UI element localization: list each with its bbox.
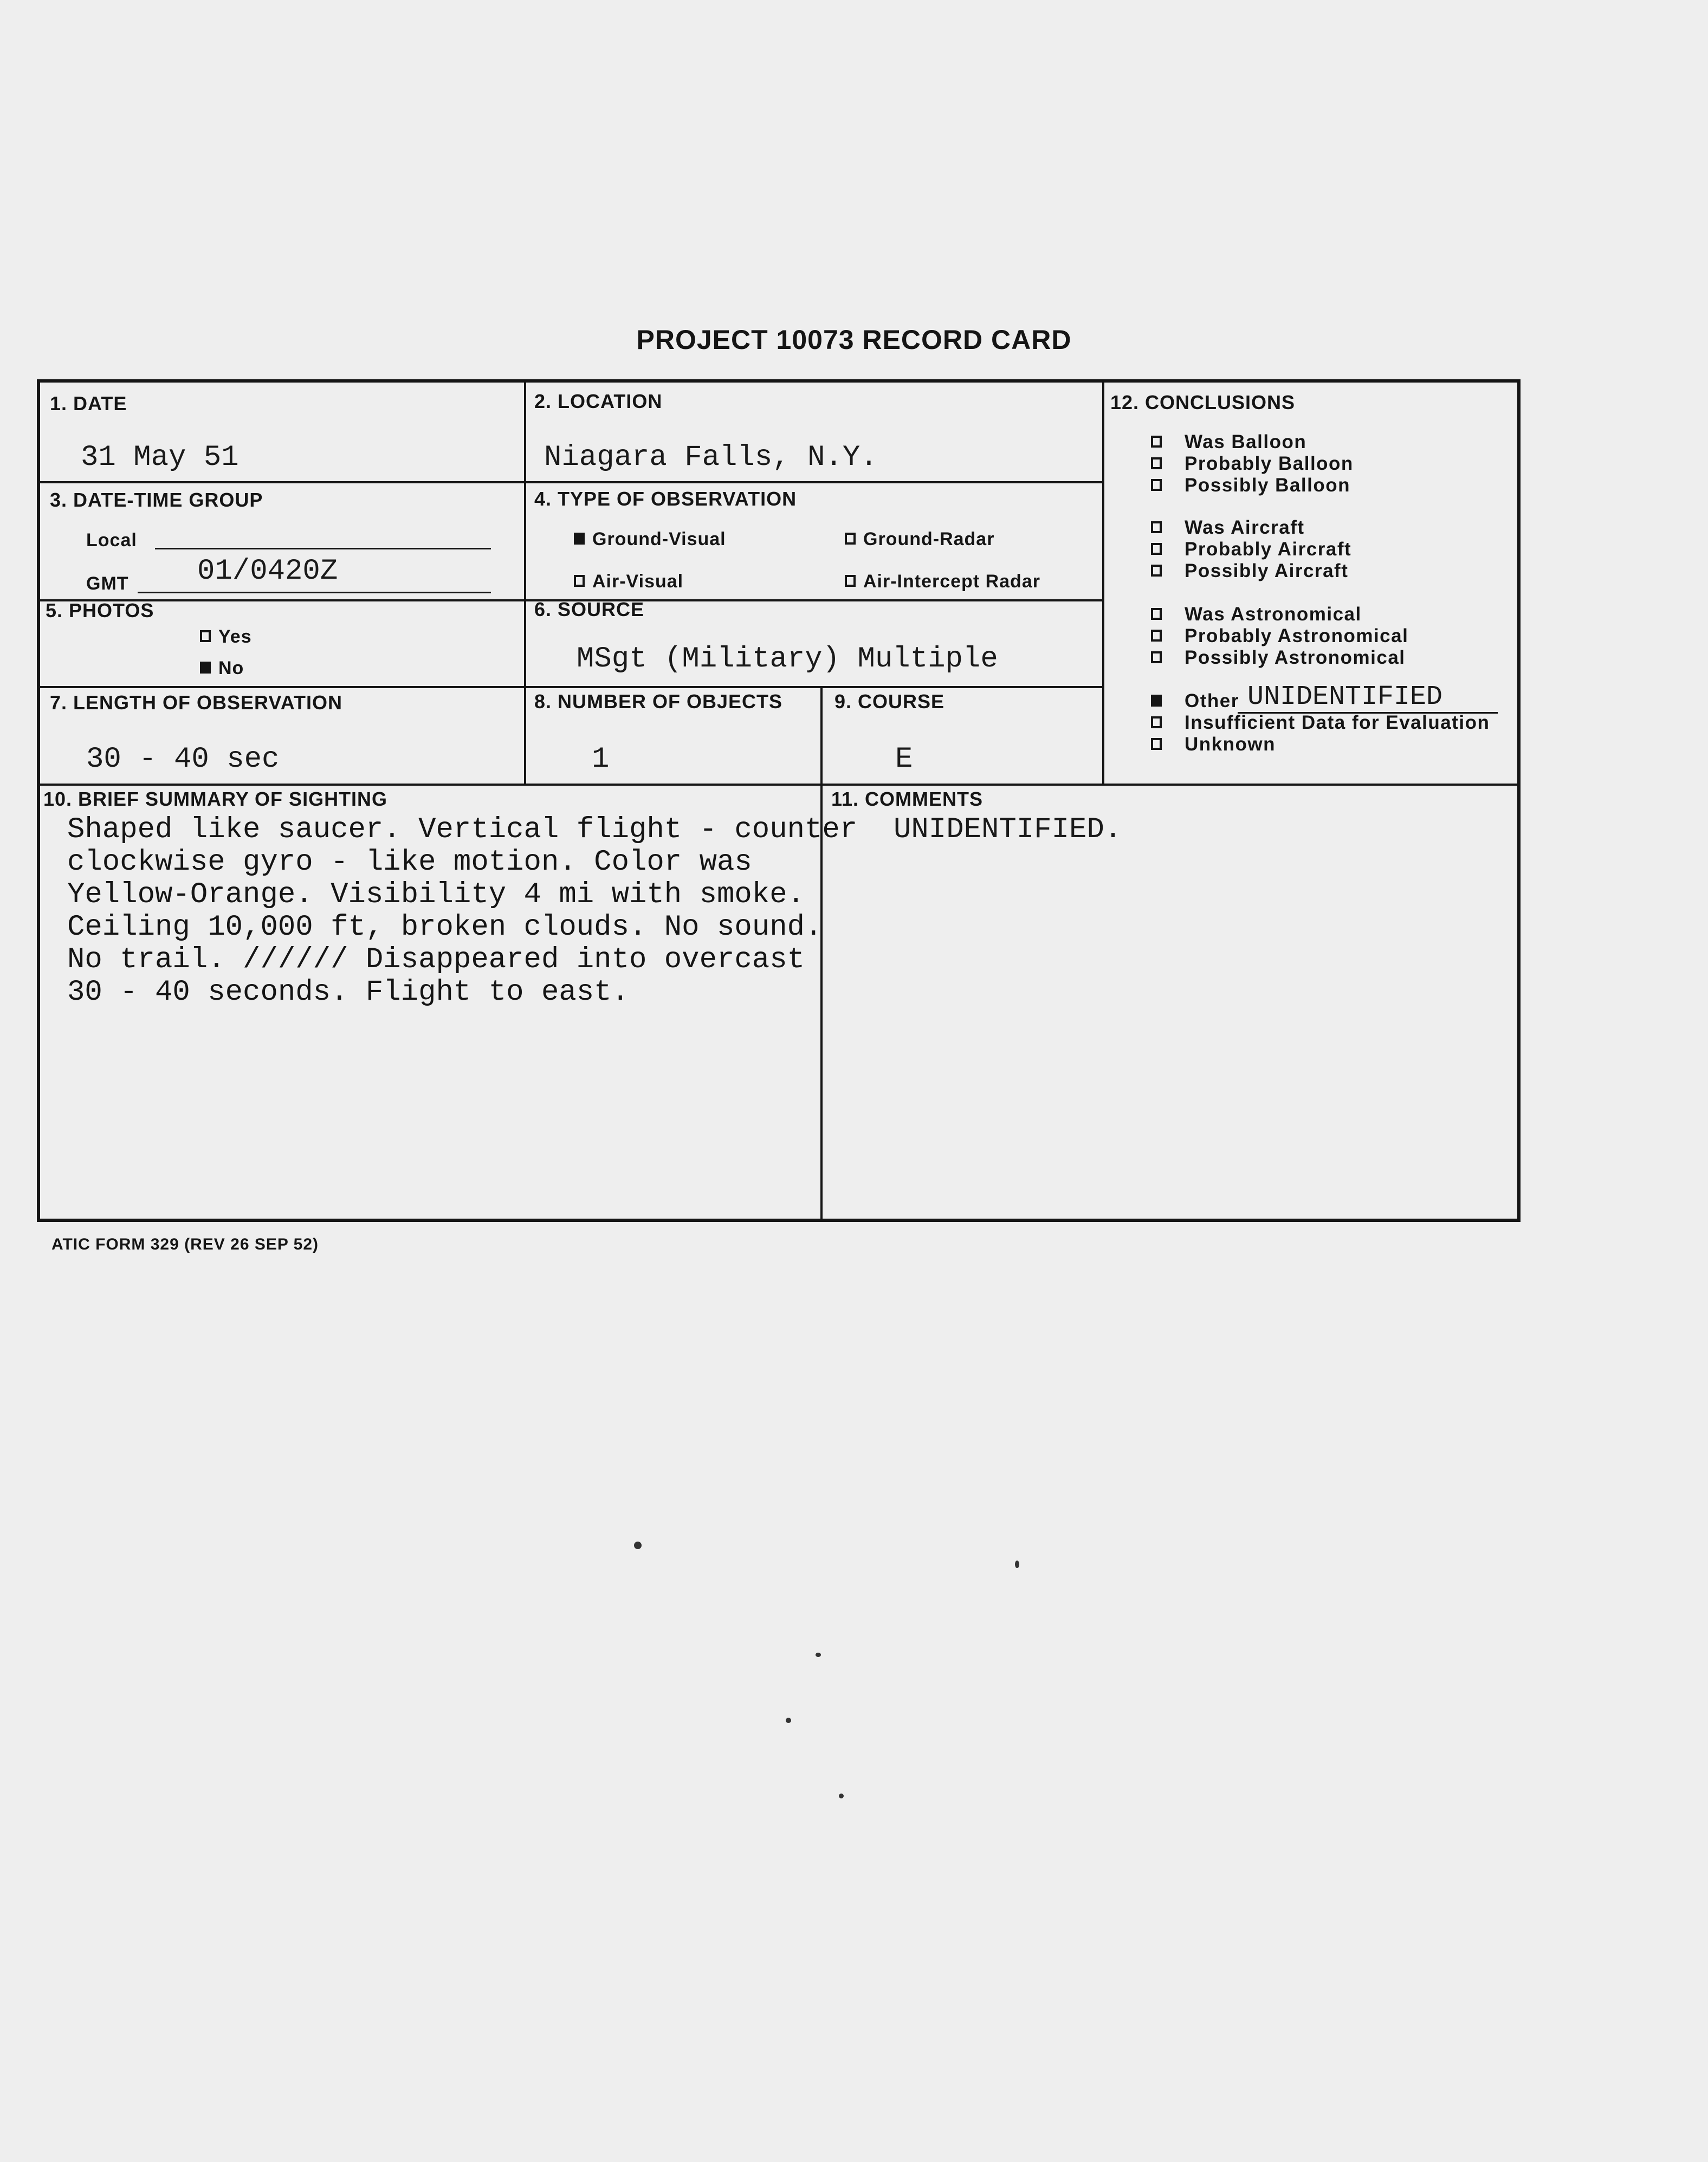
checkbox	[1151, 716, 1162, 728]
conclusion-other: Other	[1151, 690, 1239, 712]
source-value: MSgt (Military) Multiple	[577, 643, 998, 676]
option-ground-visual: Ground-Visual	[574, 529, 726, 550]
conclusion-probably-aircraft: Probably Aircraft	[1151, 539, 1351, 560]
checkbox	[1151, 695, 1162, 707]
divider	[820, 686, 823, 1219]
date-label: 1. DATE	[50, 392, 127, 415]
date-value: 31 May 51	[81, 441, 239, 474]
speck	[786, 1718, 791, 1723]
conclusion-was-balloon: Was Balloon	[1151, 431, 1306, 453]
photos-label: 5. PHOTOS	[46, 599, 154, 622]
conclusion-probably-balloon: Probably Balloon	[1151, 453, 1354, 475]
checkbox	[1151, 565, 1162, 577]
num-objects-label: 8. NUMBER OF OBJECTS	[534, 690, 783, 713]
conclusion-possibly-balloon: Possibly Balloon	[1151, 475, 1350, 496]
checkbox	[1151, 651, 1162, 663]
conclusion-possibly-aircraft: Possibly Aircraft	[1151, 560, 1348, 582]
speck	[1015, 1561, 1019, 1568]
gmt-field-line	[138, 592, 491, 593]
checkbox-photos-no	[200, 662, 211, 674]
option-photos-no: No	[200, 658, 244, 679]
speck	[839, 1794, 844, 1798]
record-card	[37, 379, 1521, 1222]
location-label: 2. LOCATION	[534, 390, 663, 412]
checkbox	[1151, 457, 1162, 469]
length-label: 7. LENGTH OF OBSERVATION	[50, 691, 343, 714]
checkbox	[1151, 608, 1162, 620]
conclusion-insufficient-data: Insufficient Data for Evaluation	[1151, 712, 1490, 734]
comments-value: UNIDENTIFIED.	[894, 813, 1122, 846]
summary-line: Shaped like saucer. Vertical flight - counter	[67, 813, 858, 846]
divider	[524, 383, 526, 784]
summary-line: No trail. ////// Disappeared into overcast	[67, 943, 805, 976]
summary-label: 10. BRIEF SUMMARY OF SIGHTING	[43, 788, 388, 810]
conclusion-possibly-astronomical: Possibly Astronomical	[1151, 647, 1406, 669]
checkbox-ground-radar	[845, 533, 856, 545]
gmt-value: 01/0420Z	[197, 555, 338, 588]
course-value: E	[895, 743, 913, 776]
course-label: 9. COURSE	[834, 690, 945, 713]
other-value: UNIDENTIFIED	[1247, 682, 1443, 713]
conclusion-was-aircraft: Was Aircraft	[1151, 517, 1305, 539]
divider	[40, 784, 1517, 786]
checkbox	[1151, 630, 1162, 642]
datetime-group-label: 3. DATE-TIME GROUP	[50, 489, 263, 511]
divider	[40, 686, 1102, 688]
checkbox-air-visual	[574, 575, 585, 587]
conclusion-probably-astronomical: Probably Astronomical	[1151, 625, 1408, 647]
page-title: PROJECT 10073 RECORD CARD	[636, 325, 1072, 355]
local-label: Local	[86, 530, 137, 551]
conclusion-was-astronomical: Was Astronomical	[1151, 604, 1362, 625]
num-objects-value: 1	[592, 743, 610, 776]
divider	[40, 481, 1102, 483]
option-air-visual: Air-Visual	[574, 571, 683, 592]
checkbox	[1151, 521, 1162, 533]
source-label: 6. SOURCE	[534, 598, 645, 620]
divider	[1102, 383, 1104, 784]
length-value: 30 - 40 sec	[86, 743, 280, 776]
observation-type-label: 4. TYPE OF OBSERVATION	[534, 488, 797, 510]
option-air-intercept-radar: Air-Intercept Radar	[845, 571, 1040, 592]
checkbox-photos-yes	[200, 630, 211, 642]
summary-line: 30 - 40 seconds. Flight to east.	[67, 976, 629, 1009]
conclusion-unknown: Unknown	[1151, 734, 1276, 755]
location-value: Niagara Falls, N.Y.	[544, 441, 878, 474]
summary-line: clockwise gyro - like motion. Color was	[67, 846, 752, 879]
conclusions-label: 12. CONCLUSIONS	[1110, 391, 1296, 413]
checkbox	[1151, 436, 1162, 448]
form-footer: ATIC FORM 329 (REV 26 SEP 52)	[51, 1235, 319, 1253]
summary-line: Ceiling 10,000 ft, broken clouds. No sound.	[67, 911, 823, 944]
checkbox	[1151, 543, 1162, 555]
local-field-line	[155, 548, 491, 549]
speck	[634, 1542, 642, 1549]
checkbox-air-intercept-radar	[845, 575, 856, 587]
gmt-label: GMT	[86, 573, 129, 594]
checkbox	[1151, 479, 1162, 491]
option-ground-radar: Ground-Radar	[845, 529, 994, 550]
checkbox-ground-visual	[574, 533, 585, 545]
comments-label: 11. COMMENTS	[831, 788, 984, 810]
summary-line: Yellow-Orange. Visibility 4 mi with smoke.	[67, 878, 805, 911]
checkbox	[1151, 738, 1162, 750]
option-photos-yes: Yes	[200, 626, 252, 648]
speck	[816, 1653, 821, 1657]
